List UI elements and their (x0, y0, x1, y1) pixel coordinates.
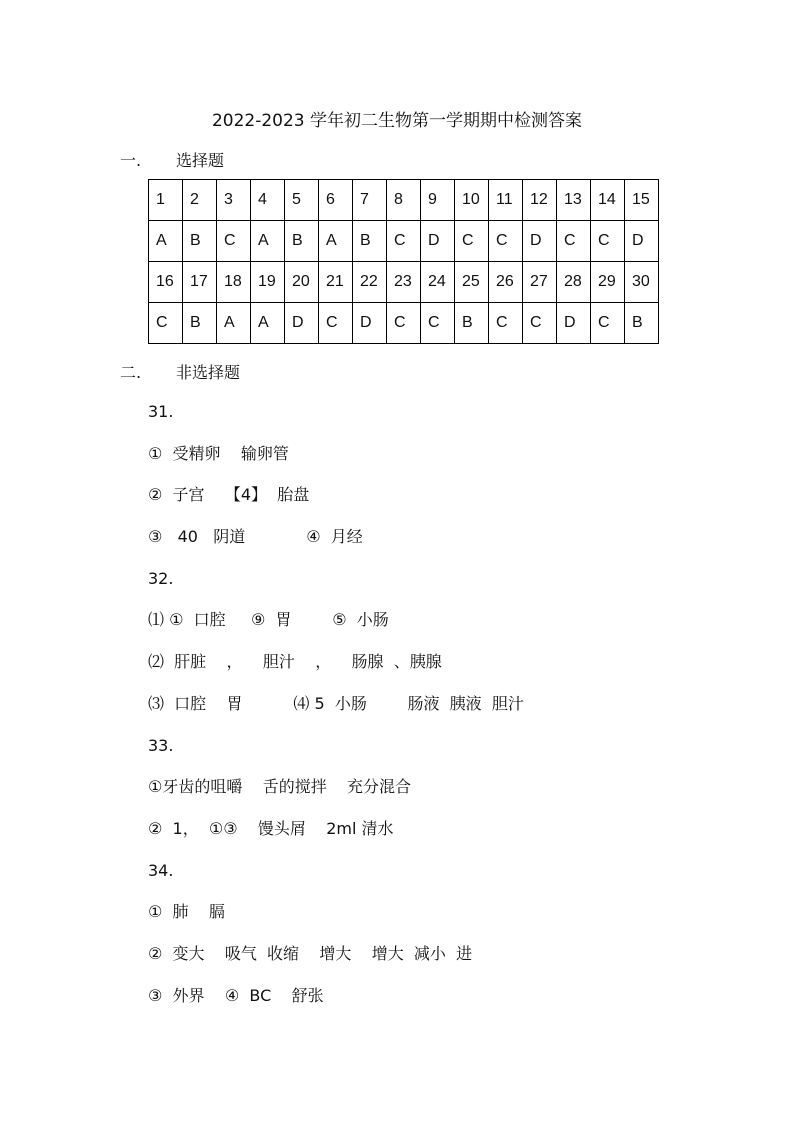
section-heading-nonchoice (120, 360, 240, 383)
answer-line: 32. (148, 568, 174, 588)
question-number-cell: 15 (625, 180, 659, 221)
question-number-cell: 21 (319, 262, 353, 303)
answer-cell: D (285, 303, 319, 344)
question-number-cell: 9 (421, 180, 455, 221)
question-number-cell: 30 (625, 262, 659, 303)
question-number-cell: 5 (285, 180, 319, 221)
answer-line: ⑵ 肝脏 ， 胆汁 ， 肠腺 、胰腺 (148, 652, 442, 672)
question-number-cell: 4 (251, 180, 285, 221)
answer-cell: B (353, 221, 387, 262)
section-number: 二. (120, 363, 142, 382)
answer-cell: C (387, 303, 421, 344)
question-number-cell: 23 (387, 262, 421, 303)
table-row (149, 180, 659, 221)
question-number-cell: 20 (285, 262, 319, 303)
answer-cell: C (523, 303, 557, 344)
question-number-cell: 2 (183, 180, 217, 221)
answer-cell: C (489, 221, 523, 262)
answer-cell: D (523, 221, 557, 262)
answer-line: ② 变大 吸气 收缩 增大 增大 减小 进 (148, 943, 473, 963)
question-number-cell: 24 (421, 262, 455, 303)
answer-cell: C (489, 303, 523, 344)
answer-line: ② 子宫 【4】 胎盘 (148, 485, 310, 505)
answer-cell: C (149, 303, 183, 344)
page-title: 2022-2023 学年初二生物第一学期期中检测答案 (211, 111, 583, 131)
answer-line: ③ 外界 ④ BC 舒张 (148, 985, 324, 1005)
answer-line: ⑴ ① 口腔 ⑨ 胃 ⑤ 小肠 (148, 610, 389, 630)
answer-cell: C (217, 221, 251, 262)
table-row (149, 303, 659, 344)
answer-cell: A (319, 221, 353, 262)
question-number-cell: 10 (455, 180, 489, 221)
answer-cell: D (421, 221, 455, 262)
answer-cell: B (285, 221, 319, 262)
answer-cell: B (183, 221, 217, 262)
question-number-cell: 6 (319, 180, 353, 221)
answer-table (148, 179, 659, 344)
section-label: 选择题 (176, 151, 225, 170)
section-label: 非选择题 (176, 363, 241, 382)
section-number: 一. (120, 151, 142, 170)
answer-cell: B (455, 303, 489, 344)
answer-cell: A (251, 221, 285, 262)
question-number-cell: 1 (149, 180, 183, 221)
question-number-cell: 13 (557, 180, 591, 221)
section-heading-choice (120, 148, 224, 171)
answer-cell: C (455, 221, 489, 262)
answer-line: 34. (148, 860, 174, 880)
answer-cell: A (149, 221, 183, 262)
table-row (149, 221, 659, 262)
answer-cell: C (319, 303, 353, 344)
answer-cell: C (591, 303, 625, 344)
answer-line: ③ 40 阴道 ④ 月经 (148, 527, 363, 547)
answer-line: ①牙齿的咀嚼 舌的搅拌 充分混合 (148, 777, 412, 797)
question-number-cell: 18 (217, 262, 251, 303)
answer-cell: C (557, 221, 591, 262)
answer-cell: D (353, 303, 387, 344)
answer-cell: A (251, 303, 285, 344)
answer-cell: C (421, 303, 455, 344)
question-number-cell: 26 (489, 262, 523, 303)
answer-cell: B (625, 303, 659, 344)
question-number-cell: 7 (353, 180, 387, 221)
question-number-cell: 25 (455, 262, 489, 303)
answer-line: ① 受精卵 输卵管 (148, 443, 289, 463)
answer-cell: A (217, 303, 251, 344)
answer-line: 33. (148, 735, 174, 755)
answer-cell: C (387, 221, 421, 262)
question-number-cell: 17 (183, 262, 217, 303)
question-number-cell: 27 (523, 262, 557, 303)
question-number-cell: 3 (217, 180, 251, 221)
answer-line: ① 肺 膈 (148, 902, 225, 922)
question-number-cell: 16 (149, 262, 183, 303)
question-number-cell: 28 (557, 262, 591, 303)
answer-line: 31. (148, 402, 174, 421)
answer-cell: C (591, 221, 625, 262)
answer-line: ② 1， ①③ 馒头屑 2ml 清水 (148, 818, 394, 838)
answer-cell: D (625, 221, 659, 262)
question-number-cell: 29 (591, 262, 625, 303)
answer-line: ⑶ 口腔 胃 ⑷ 5 小肠 肠液 胰液 胆汁 (148, 693, 524, 713)
question-number-cell: 22 (353, 262, 387, 303)
answer-cell: B (183, 303, 217, 344)
question-number-cell: 11 (489, 180, 523, 221)
question-number-cell: 8 (387, 180, 421, 221)
answer-lines (148, 398, 708, 1023)
table-row (149, 262, 659, 303)
answer-cell: D (557, 303, 591, 344)
question-number-cell: 19 (251, 262, 285, 303)
question-number-cell: 14 (591, 180, 625, 221)
question-number-cell: 12 (523, 180, 557, 221)
